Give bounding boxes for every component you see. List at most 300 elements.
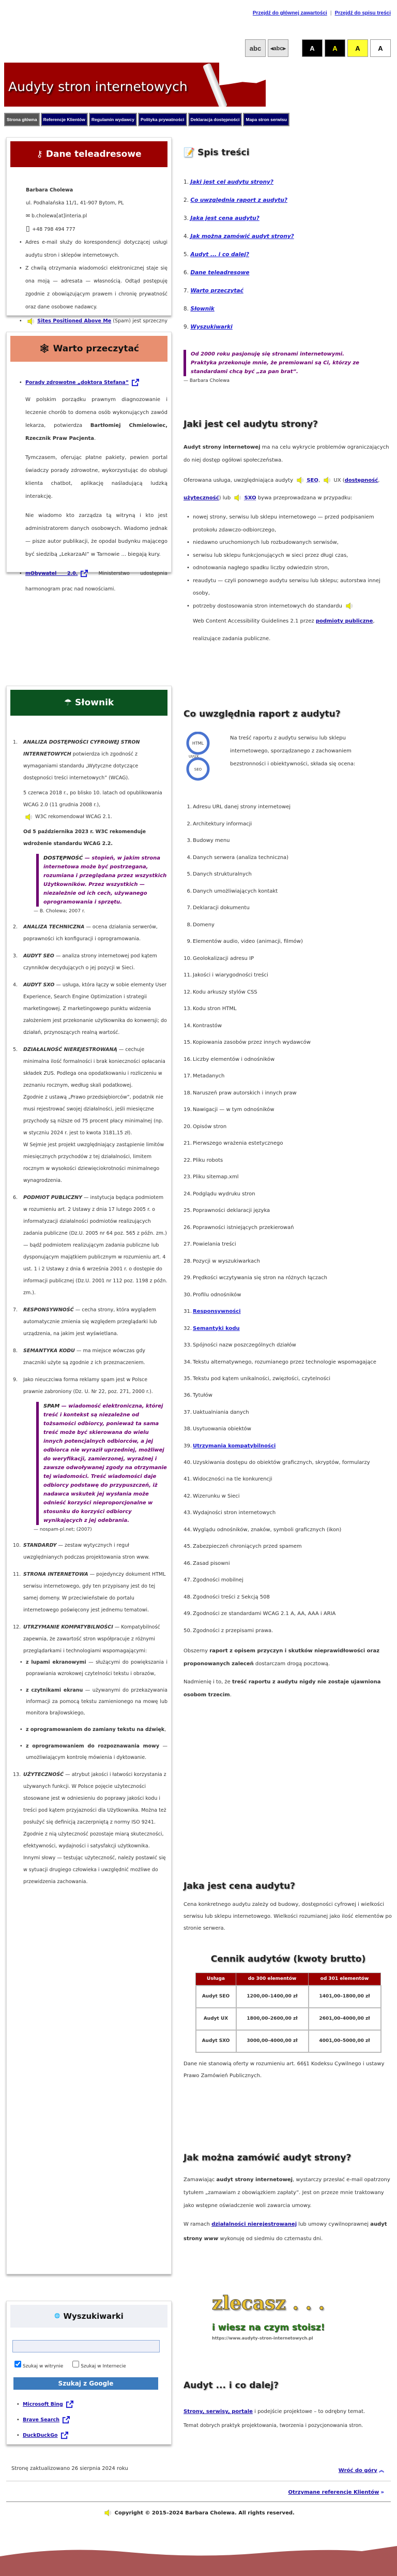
quote-cite: — nospam-pl.net; (2007) — [34, 1527, 92, 1532]
report-item — [184, 1018, 393, 1035]
paragraph: , — [318, 478, 322, 483]
glossary-def: — instytucja będąca podmiotem w rozumieniu art. 2 Ustawy z dnia 17 lutego 2005 r. o informatyzacji działalności podmiotów realizujących zadania publiczne (Dz.U. 2005 nr 64 poz. 565 z późn. zm.) — bądź podmiotem realizującym zadania publiczne lub dysponującym majątkiem publicznym w rozumieniu art. 4 ust. 1 i 2 Ustawy z dnia 6 września 2001 r. o dostępie do informacji publicznej (Dz.U. 2001 nr 112 poz. 1198 z późn. zm.). — [23, 1195, 167, 1296]
spam-text: (Spam) jest sprzeczny — [113, 318, 167, 324]
contrast-black-on-yellow-button[interactable]: A — [347, 39, 368, 57]
report-item — [184, 1052, 393, 1069]
item-number: 10. — [184, 955, 192, 961]
glossary-def: potwierdza ich zgodność z wymaganiami standardu „Wytyczne dotyczące dostępności treści internetowych” (WCAG). — [23, 751, 139, 781]
report-item — [184, 967, 393, 984]
price-cell: 1401,00–1800,00 zł — [309, 1986, 381, 2008]
search-web-checkbox[interactable] — [72, 2361, 79, 2367]
item-number: 28. — [184, 1258, 192, 1264]
price-cell: 1200,00–1400,00 zł — [236, 1986, 309, 2008]
report-item-text: Uzyskiwania dostępu do obiektów graficznych, skryptów, formularzy — [193, 1460, 370, 1465]
report-item — [187, 866, 393, 883]
motto-cite: — Barbara Cholewa — [184, 378, 230, 383]
report-item — [184, 1203, 393, 1220]
glossary-def: — Kompatybilność zapewnia, że zawartość stron współpracuje z różnymi przeglądarkami i technologiami wspomagającymi: — [23, 1624, 160, 1654]
report-item — [184, 1471, 393, 1488]
toc-item: 6. Dane teleadresowe — [184, 270, 250, 276]
report-item-text[interactable]: Danych serwera (analiza techniczna) — [193, 854, 289, 861]
item-number: 49. — [184, 1611, 192, 1617]
section-report — [184, 709, 393, 1701]
paragraph: . — [230, 1692, 232, 1698]
read-header — [10, 336, 167, 362]
report-item-text: Architektury informacji — [193, 821, 252, 827]
report-item-text[interactable]: Utrzymania kompatybilności — [193, 1443, 276, 1449]
back-to-top-link[interactable]: Wróć do góry — [338, 2468, 377, 2474]
price-table-title: Cennik audytów (kwoty brutto) — [210, 1954, 366, 1964]
report-item — [184, 1488, 393, 1505]
toc-link[interactable]: Jak można zamówić audyt strony? — [190, 233, 294, 240]
client-references-link[interactable]: Otrzymane referencje Klientów — [288, 2490, 379, 2495]
read-title: Warto przeczytać — [53, 344, 140, 354]
sub-def: — używanymi do przekazywania informacji za pomocą tekstu zamienionego na mowę lub monitora brajlowskiego, — [26, 1687, 167, 1716]
report-item — [187, 883, 393, 900]
bing-link[interactable]: Microsoft Bing — [23, 2402, 63, 2407]
toc-item: 8. Słownik — [184, 306, 215, 312]
price-header: od 301 elementów — [309, 1973, 381, 1986]
toc-link[interactable]: Jaki jest cel audytu strony? — [190, 179, 273, 185]
toc-item: 3. Jaka jest cena audytu? — [184, 215, 259, 221]
section-heading: Audyt ... i co dalej? — [184, 2380, 279, 2391]
report-item-text: Uaktualniania danych — [193, 1409, 249, 1415]
report-item — [184, 1001, 393, 1018]
search-site-option[interactable] — [14, 2361, 63, 2369]
paragraph: Obszerny — [184, 1648, 210, 1654]
speaker-icon[interactable] — [25, 813, 32, 821]
section-price — [184, 1881, 393, 2082]
report-item — [184, 1186, 393, 1203]
glossary-def: — analiza strony internetowej pod kątem czynników decydujących o jej pozycji w Sieci. — [23, 953, 157, 971]
price-header: do 300 elementów — [236, 1973, 309, 1986]
sub-def: — służącymi do powiększania i poprawiania wzrokowej czytelności tekstu i obrazów, — [26, 1660, 167, 1677]
report-item — [184, 1034, 393, 1052]
report-item-text: Podglądu wydruku stron — [193, 1191, 255, 1197]
quote-cite: — B. Cholewa; 2007 r. — [34, 909, 85, 914]
report-item — [184, 1152, 393, 1169]
report-item — [187, 917, 393, 934]
glossary-term: UTRZYMANIE KOMPATYBILNOŚCI — [23, 1624, 113, 1630]
speaker-icon[interactable] — [234, 494, 241, 501]
toc-item: 4. Jak można zamówić audyt strony? — [184, 233, 294, 240]
bold-text: www — [204, 2236, 219, 2242]
report-item-text: Zgodności mobilnej — [193, 1577, 243, 1583]
item-number: 37. — [184, 1409, 192, 1415]
report-item — [184, 1304, 393, 1321]
glossary-def: — usługa, która łączy w sobie elementy User Experience, Search Engine Optimization i strategii marketingowej. Z marketingowego punktu widzenia założeniem jest przekonanie użytkownika do konwersji; do działań, przynoszących realną wartość. — [23, 982, 167, 1035]
report-item-text: Widoczności na tle konkurencji — [193, 1476, 272, 1482]
contact-address: ul. Podhalańska 11/1, 41-907 Bytom, PL — [26, 200, 124, 206]
section-next — [184, 2380, 393, 2432]
item-number: 22. — [184, 1157, 192, 1163]
item-number: 44. — [184, 1527, 192, 1533]
sub-term: z lupami ekranowymi — [26, 1660, 86, 1665]
report-item-text: Liczby elementów i odnośników — [193, 1056, 275, 1062]
paragraph: Cena konkretnego audytu zależy od budowy, dostępności cyfrowej i wielkości serwisu lub sklepu internetowego. Wielkości rozumianej jako ilość elementów po stronie serwera. — [184, 1902, 392, 1931]
search-header — [10, 2305, 167, 2328]
unregistered-activity-link[interactable]: działalności nierejestrowanej — [211, 2222, 297, 2227]
search-site-label: Szukaj w witrynie — [22, 2364, 64, 2369]
paragraph: W ramach — [184, 2222, 212, 2227]
report-item-text: Pliku robots — [193, 1157, 223, 1163]
letter-spacing-button[interactable]: ◂abc▸ — [268, 39, 288, 57]
item-number: 13. — [184, 1006, 192, 1012]
report-item-text: Domeny — [193, 922, 215, 928]
ux-abbr: UX — [333, 478, 341, 483]
item-number: 45. — [184, 1544, 192, 1549]
paragraph: bywa przeprowadzana w przypadku: — [257, 495, 353, 501]
list-item: • nowej strony, serwisu lub sklepu internetowego — przed podpisaniem protokołu zdawczo-odbiorczego, — [193, 511, 393, 537]
glossary-box: ☂ Słownik 1. ANALIZA DOSTĘPNOŚCI CYFROWEJ STRON INTERNETOWYCH potwierdza ich zgodność z wymaganiami standardu „Wytyczne dotyczące dostępności treści internetowych” (WCAG). 5 czerwca 2018 r., po blisko 10. latach od opublikowania WCAG 2.0 (11 grudnia 2008 r.), W3C rekomendował WCAG 2.1. Od 5 października 2023 r. W3C rekomenduje wdrożenie standardu WCAG 2.2. DOSTĘPNOŚĆ — stopień, w jakim strona internetowa może być postrzegana, rozumiana i przeglądana przez wszystkich Użytkowników. Przez wszystkich — niezależnie od ich cech, używanego oprogramowania i sprzętu. — B. Cholewa; 2007 r. 2. ANALIZA TECHNICZNA — ocena działania serwerów, poprawności ich konfiguracji i oprogramowania. 3. AUDYT SEO — analiza strony internetowej pod kątem czynników decydujących o jej pozycji w Sieci. 4. AUDYT SXO — usługa, która łączy w sobie elementy User Experience, Search Engine Optimization i strategii marketingowej. Z marketingowego punktu widzenia założeniem jest przekonanie użytkownika do konwersji; do działań, przynoszących realną wartość. 5. DZIAŁALNOŚĆ NIEREJESTROWANĄ — cechuje minimalna ilość formalności i brak konieczności opłacania składek ZUS. Podlega ona opodatkowaniu i rozliczeniu w zeznaniu rocznym, według skali podatkowej. Zgodnie z ustawą „Prawo przedsiębiorców”, podatnik nie musi rejestrować swojej działalności, jeśli miesięczne przychody są niższe od 75 procent płacy minimalnej (np. w styczniu 2024 r. jest to kwota 3181,15 zł). W Sejmie jest projekt uwzględniający zastąpienie limitów miesięcznych przychodów z tej działalności, limitem rocznym w wysokości dziewięciokrotności minimalnego wynagrodzenia. 6. PODMIOT PUBLICZNY — instytucja będąca podmiotem w rozumieniu art. 2 Ustawy z dnia 17 lutego 2005 r. o informatyzacji działalności podmiotów realizujących zadania publiczne (Dz.U. 2005 nr 64 poz. 565 z późn. zm.) — bądź podmiotem realizującym zadania publiczne lub dysponującym majątkiem publicznym w rozumieniu art. 4 ust. 1 i 2 Ustawy z dnia 6 września 2001 r. o dostępie do informacji publicznej (Dz.U. 2001 nr 112 poz. 1198 z późn. zm.). 7. RESPONSYWNOŚĆ — cecha strony, która wyglądem automatycznie zmienia się względem przeglądarki lub urządzenia, na jakim jest wyświetlana. 8. SEMANTYKA KODU — ma miejsce wówczas gdy znaczniki użyte są zgodnie z ich przeznaczeniem. 9. Jako nieuczciwa forma reklamy spam jest w Polsce prawnie zabroniony (Dz. U. Nr 22, poz. 271, 2000 r.). SPAM — wiadomość elektroniczna, której treść i kontekst są niezależne od tożsamości odbiorcy, ponieważ ta sama treść może być skierowana do wielu innych potencjalnych odbiorców, a jej odbiorca nie wyraził uprzedniej, możliwej do weryfikacji, zamierzonej, wyraźnej i zawsze odwoływanej zgody na otrzymanie tej wiadomości. Treść wiadomości daje odbiorcy podstawę do przypuszczeń, iż nadawca wskutek jej wysłania może odnieść korzyści nieproporcjonalne w stosunku do korzyści odbiorcy wynikających z jej odebrania. — nospam-pl.net; (2007) 10. STANDARDY — zestaw wytycznych i reguł uwzględnianych podczas projektowania stron www. 11. STRONA INTERNETOWA — pojedynczy dokument HTML serwisu internetowego, gdy ten przypisany jest do tej samej domeny. W przeciwieństwie do portalu internetowego poświęcony jest jednemu tematowi. 12. UTRZYMANIE KOMPATYBILNOŚCI — Kompatybilność zapewnia, że zawartość stron współpracuje z różnymi przeglądarkami i technologiami wspomagającymi: • z lupami ekranowymi — służącymi do powiększania i poprawiania wzrokowej czytelności tekstu i obrazów, • z czytnikami ekranu — używanymi do przekazywania informacji za pomocą tekstu zamienionego na mowę lub monitora brajlowskiego, • z oprogramowaniem do zamiany tekstu na dźwięk, • z oprogramowaniem do rozpoznawania mowy — umożliwiającym kontrolę mówienia i dyktowanie. 13. UŻYTECZNOŚĆ — atrybut jakości i łatwości korzystania z używanych funkcji. W Polsce pojęcie użyteczności stosowane jest w odniesieniu do poprawy jakości kodu i treści pod kątem przyjazności dla Użytkownika. Można też posłużyć się definicją zaczerpniętą z normy ISO 9241. Zgodnie z nią użyteczność pozostaje miarą skuteczności, efektywności, wydajności i satysfakcji użytkownika. Innymi słowy — testując użyteczność, należy postawić się w sytuacji drugiego człowieka i uwzględnić możliwe do przewidzenia zachowania. — [6, 686, 172, 2274]
price-row — [196, 2008, 381, 2030]
contact-box — [6, 137, 172, 324]
list-item: • serwisu lub sklepu funkcjonujących w sieci przez długi czas, — [193, 550, 393, 562]
toc-item: 1. Jaki jest cel audytu strony? — [184, 179, 273, 185]
quote-text: — wiadomość elektroniczna, której treść i kontekst są niezależne od tożsamości odbiorcy, ponieważ ta sama treść może być skierowana do wielu innych potencjalnych odbiorców, a jej odbiorca nie wyraził uprzedniej, możliwej do weryfikacji, zamierzonej, wyraźnej i zawsze odwoływanej zgody na otrzymanie tej wiadomości. Treść wiadomości daje odbiorcy podstawę do przypuszczeń, iż nadawca wskutek jej wysłania może odnieść korzyści nieproporcjonalne w stosunku do korzyści odbiorcy wynikających z jej odebrania. — [43, 1403, 167, 1523]
report-item — [184, 1556, 393, 1573]
font-size-button[interactable]: abc — [245, 39, 266, 57]
motto-quote: Od 2000 roku pasjonuję się stronami internetowymi. Praktyka przekonuje mnie, że premiowani są Ci, którzy ze standardami chcą być „za pan brat”. — [184, 350, 362, 376]
sites-link[interactable]: Strony, serwisy, portale — [184, 2409, 253, 2415]
sub-term: z czytnikami ekranu — [26, 1687, 83, 1693]
report-item — [184, 1354, 393, 1371]
report-item-text: Poprawności istniejących przekierowań — [193, 1224, 294, 1231]
site-title: Audyty stron internetowych — [8, 79, 188, 94]
report-item-text: Spójności nazw poszczególnych działów — [193, 1342, 296, 1348]
item-number: 36. — [184, 1393, 192, 1398]
report-item-text: Metadanych — [193, 1073, 225, 1079]
glossary-term: ANALIZA DOSTĘPNOŚCI CYFROWEJ STRON INTERNETOWYCH — [23, 739, 140, 757]
report-item — [184, 1623, 393, 1640]
report-item — [184, 1404, 393, 1422]
glossary-term: SEMANTYKA KODU — [23, 1348, 75, 1354]
report-item — [184, 1135, 393, 1152]
footer-wave-decoration — [0, 2546, 397, 2576]
toc-item: 5. Audyt ... i co dalej? — [184, 251, 249, 258]
report-item — [184, 1287, 393, 1304]
external-link-icon — [80, 570, 88, 578]
glossary-def: — pojedynczy dokument HTML serwisu internetowego, gdy ten przypisany jest do tej samej domeny. W przeciwieństwie do portalu internetowego poświęcony jest jednemu tematowi. — [23, 1572, 166, 1613]
report-item-text[interactable]: Semantyki kodu — [193, 1325, 240, 1331]
glossary-term: ANALIZA TECHNICZNA — [23, 924, 85, 930]
list-item: • odnotowania nagłego spadku liczby odwiedzin stron, — [193, 562, 393, 575]
quote-text: — stopień, w jakim strona internetowa może być postrzegana, rozumiana i przeglądana przez wszystkich Użytkowników. Przez wszystkich — niezależnie od ich cech, używanego oprogramowania i sprzętu. — [43, 855, 167, 905]
toc-item: 7. Warto przeczytać — [184, 288, 243, 294]
update-date: Stronę zaktualizowano 26 sierpnia 2024 roku — [11, 2466, 128, 2471]
report-item — [184, 1589, 393, 1606]
report-item — [187, 900, 393, 917]
accessibility-link[interactable]: dostępność — [344, 478, 378, 483]
notes-icon: 📝 — [184, 147, 195, 158]
glossary-def: Zgodnie z ustawą „Prawo przedsiębiorców”, podatnik nie musi rejestrować swojej działalności, jeśli miesięczne przychody są niższe od 75 procent płacy minimalnej (np. w styczniu 2024 r. jest to kwota 3181,15 zł). — [23, 1094, 163, 1136]
report-item — [184, 1606, 393, 1623]
spam-link[interactable]: Sites Positioned Above Me — [37, 318, 112, 324]
cycle-label-html: HTML — [192, 741, 204, 746]
item-number: 40. — [184, 1460, 192, 1465]
toc-link[interactable]: Co uwzględnia raport z audytu? — [190, 197, 287, 203]
paragraph: , wystarczy przesłać e-mail opatrzony tytułem „zamawiam z obowiązkiem zapłaty”. Jest on przeze mnie traktowany jako wstępne oświadczenie woli zawarcia umowy. — [184, 2177, 390, 2209]
paragraph: Web Content Accessibility Guidelines 2.1 przez — [193, 618, 314, 624]
report-item — [187, 799, 393, 816]
key-icon: ⚷ — [36, 149, 43, 159]
item-number: 30. — [184, 1292, 192, 1298]
report-item-text: Pozycji w wyszukiwarkach — [193, 1258, 261, 1264]
duckduckgo-link[interactable]: DuckDuckGo — [23, 2433, 58, 2438]
audit-cycle-diagram — [184, 732, 220, 783]
item-number: 38. — [184, 1426, 192, 1432]
bold-text: Audyt strony internetowej — [184, 445, 261, 450]
report-item-text: Zgodności treści z Sekcją 508 — [193, 1594, 270, 1600]
public-entities-link[interactable]: podmioty publiczne — [315, 618, 373, 624]
item-number: 46. — [184, 1560, 192, 1566]
toc-link[interactable]: Jaka jest cena audytu? — [190, 215, 259, 221]
toc-link[interactable]: Warto przeczytać — [190, 288, 243, 294]
item-number: 11. — [184, 972, 192, 978]
report-item — [184, 1387, 393, 1404]
glossary-term: RESPONSYWNOŚĆ — [23, 1307, 74, 1313]
speaker-icon[interactable] — [345, 602, 353, 610]
cycle-label-uiux: UI/UX — [189, 754, 199, 759]
report-item-text: Jakości i wiarygodności treści — [193, 972, 268, 978]
paragraph: Nadmienię i to, że — [184, 1679, 233, 1685]
report-item-text: Kopiowania zasobów przez innych wydawców — [193, 1040, 311, 1045]
report-item-text: Profilu odnośników — [193, 1292, 241, 1298]
list-item-text: potrzeby dostosowania stron internetowych do standardu — [193, 603, 342, 609]
report-item — [184, 1505, 393, 1522]
report-item-text: Poprawności deklaracji języka — [193, 1208, 270, 1213]
price-cell: Audyt SXO — [196, 2030, 236, 2052]
skip-links: Przejdź do głównej zawartości | Przejdź do spisu treści — [252, 10, 391, 16]
search-site-checkbox[interactable] — [14, 2361, 21, 2367]
paragraph: ) lub — [219, 495, 231, 501]
report-item-text: Opisów stron — [193, 1123, 227, 1130]
toc-heading — [184, 147, 393, 158]
read-box: 🕸 Warto przeczytać • Porady zdrowotne „doktora Stefana” W polskim porządku prawnym diagnozowanie i leczenie chorób to domena osób wykonujących zawód lekarza, potwierdza Bartłomiej Chmielowiec, Rzecznik Praw Pacjenta. Tymczasem, oferując płatne pakiety, pewien portal świadczy porady zdrowotne, wykorzystując do obsługi klienta chatbot, aplikację naśladującą ludzką interakcję. Nie wiadomo kto zarządza tą witryną i kto jest administratorem danych osobowych. Wiadomo jednak — pisze autor publikacji, że opodal budynku mającego być siedzibą „LekarzaAI” w Tarnowie ... biegają kury. • mObywatel 2.0. Ministerstwo udostępnia harmonogram prac nad nowościami. — [6, 332, 172, 572]
report-item-text: Zgodności z przepisami prawa. — [193, 1627, 273, 1634]
glossary-def: Jako nieuczciwa forma reklamy spam jest w Polsce prawnie zabroniony (Dz. U. Nr 22, poz. 271, 2000 r.). — [23, 1377, 153, 1395]
nav-home[interactable]: Strona główna — [4, 113, 40, 126]
google-search-button[interactable]: Szukaj z Google — [13, 2377, 158, 2390]
promo-tagline: i wiesz na czym stoisz! — [212, 2322, 325, 2333]
speaker-icon[interactable] — [27, 318, 34, 325]
toc-link[interactable]: Słownik — [190, 306, 215, 312]
speaker-icon[interactable] — [323, 477, 330, 484]
seo-abbr[interactable]: SEO — [307, 478, 318, 483]
usability-link[interactable]: użyteczność — [184, 495, 219, 501]
torn-paper-decoration — [219, 63, 266, 85]
speaker-icon[interactable] — [104, 2509, 111, 2516]
report-item — [184, 1068, 393, 1085]
contact-note: • Z chwilą otrzymania wiadomości elektronicznej staje się ona moją — adresata — własnością. Odtąd postępuję zgodnie z obowiązującym prawem i chronię prywatność oraz dane osobowe nadawcy. — [25, 262, 167, 314]
price-cell: 4001,00–5000,00 zł — [309, 2030, 381, 2052]
nav-references[interactable]: Referencje Klientów — [41, 113, 88, 126]
sub-def: — umożliwiającym kontrolę mówienia i dyktowanie. — [26, 1743, 167, 1760]
item-number: 3. — [187, 838, 192, 843]
report-item-text: Pierwszego wrażenia estetycznego — [193, 1141, 283, 1146]
promo-headline: zlecasz . . . — [212, 2292, 325, 2314]
contrast-yellow-on-black-button[interactable]: A — [325, 39, 345, 57]
contact-header — [10, 141, 167, 167]
glossary-def: — ocena działania serwerów, poprawności ich konfiguracji i oprogramowania. — [23, 924, 158, 942]
site-banner — [4, 63, 266, 107]
search-input[interactable] — [12, 2340, 160, 2352]
sub-term: z oprogramowaniem do zamiany tekstu na dźwięk — [26, 1727, 165, 1733]
glossary-def: — atrybut jakości i łatwości korzystania z używanych funkcji. W Polsce pojęcie użyteczności stosowane jest w odniesieniu do poprawy jakości kodu i treści pod kątem przyjazności dla Użytkownika. Można też posłużyć się definicją zaczerpniętą z normy ISO 9241. Zgodnie z nią użyteczność pozostaje miarą skuteczności, efektywności, wydajności i satysfakcji użytkownika. Innymi słowy — testując użyteczność, należy postawić się w sytuacji drugiego człowieka i uwzględnić możliwe do przewidzenia zachowania. — [23, 1772, 166, 1885]
item-number: 7. — [187, 905, 192, 911]
health-advice-link[interactable]: Porady zdrowotne „doktora Stefana” — [25, 380, 129, 386]
paragraph: wykonuję od siedmiu do czternastu dni. — [218, 2236, 323, 2242]
item-number: 2. — [187, 821, 192, 827]
price-cell: Audyt UX — [196, 2008, 236, 2030]
brave-link[interactable]: Brave Search — [23, 2417, 60, 2423]
accessibility-toolbar — [245, 39, 391, 57]
report-item-text: Tytułów — [193, 1393, 212, 1398]
report-item-text: Pliku sitemap.xml — [193, 1174, 239, 1180]
report-item — [184, 1085, 393, 1102]
bold-text: audyt strony — [184, 2222, 387, 2242]
contrast-default-button[interactable]: A — [370, 39, 391, 57]
double-chevron-right-icon: » — [380, 2490, 384, 2495]
toc-link[interactable]: Dane teleadresowe — [190, 270, 250, 276]
list-item: • reaudytu — czyli ponownego audytu serwisu lub sklepu; autorstwa innej osoby, — [193, 575, 393, 600]
item-number: 9. — [187, 939, 192, 944]
price-row — [196, 1986, 381, 2008]
glossary-def: 5 czerwca 2018 r., po blisko 10. latach od opublikowania WCAG 2.0 (11 grudnia 2008 r.), — [23, 790, 162, 808]
item-number: 27. — [184, 1241, 192, 1247]
report-item — [184, 951, 393, 968]
report-item — [184, 1236, 393, 1253]
report-item — [184, 1270, 393, 1287]
price-cell: 3000,00–4000,00 zł — [236, 2030, 309, 2052]
report-item-text: Adresu URL danej strony internetowej — [193, 804, 291, 810]
glossary-def: W3C rekomendował WCAG 2.1. — [35, 814, 112, 820]
report-item-text: Geolokalizacji adresu IP — [193, 955, 254, 961]
glossary-term: DZIAŁALNOŚĆ NIEREJESTROWANĄ — [23, 1047, 117, 1053]
glossary-term: AUDYT SEO — [23, 953, 54, 959]
skip-to-content-link[interactable]: Przejdź do głównej zawartości — [252, 10, 327, 16]
report-item-text: Tekstu alternatywnego, rozumianego przez technologie wspomagające — [193, 1359, 376, 1365]
report-item — [187, 816, 393, 833]
nav-sitemap[interactable]: Mapa stron serwisu — [243, 113, 289, 126]
footer — [0, 2466, 397, 2516]
mobywatel-link[interactable]: mObywatel 2.0. — [25, 571, 78, 576]
item-number: 19. — [184, 1107, 192, 1113]
read-paragraph: Tymczasem, oferując płatne pakiety, pewien portal świadczy porady zdrowotne, wykorzystując do obsługi klienta chatbot, aplikację naśladującą ludzką interakcję. — [25, 455, 167, 499]
speaker-icon[interactable] — [296, 477, 303, 484]
glossary-def: — ma miejsce wówczas gdy znaczniki użyte są zgodnie z ich przeznaczeniem. — [23, 1348, 145, 1366]
sub-def: , — [164, 1727, 166, 1733]
item-number: 23. — [184, 1174, 192, 1180]
price-table — [195, 1973, 381, 2053]
section-heading: Jak można zamówić audyt strony? — [184, 2153, 352, 2163]
report-item-text[interactable]: Responsywności — [193, 1309, 241, 1314]
item-number: 20. — [184, 1123, 192, 1130]
contact-note: • Adres e-mail służy do korespondencji dotyczącej usługi audytu stron i sklepów internetowych. — [25, 236, 167, 262]
report-item-text: Danych strukturalnych — [193, 871, 252, 877]
report-item — [184, 1538, 393, 1556]
bold-text: audyt strony internetowej — [216, 2177, 293, 2183]
glossary-term: STRONA INTERNETOWA — [23, 1572, 88, 1577]
search-web-option[interactable] — [72, 2361, 126, 2369]
report-item-text: Danych umożliwiających kontakt — [193, 888, 278, 894]
sub-term: z oprogramowaniem do rozpoznawania mowy — [26, 1743, 160, 1749]
footer-wave — [0, 2546, 397, 2576]
table-of-contents — [184, 147, 393, 386]
price-header: Usługa — [196, 1973, 236, 1986]
contact-title: Dane teleadresowe — [45, 149, 142, 159]
item-number: 35. — [184, 1375, 192, 1382]
nav-terms[interactable]: Regulamin wydawcy — [89, 113, 137, 126]
contrast-white-on-black-button[interactable]: A — [302, 39, 323, 57]
search-web-label: Szukaj w Internecie — [81, 2364, 126, 2369]
report-item-text: Kontrastów — [193, 1023, 222, 1029]
item-number: 4. — [187, 854, 192, 861]
item-number: 24. — [184, 1191, 192, 1197]
item-number: 1. — [187, 804, 192, 810]
glossary-title: Słownik — [75, 698, 114, 708]
price-cell: 1800,00–2600,00 zł — [236, 2008, 309, 2030]
report-item-text[interactable]: Zgodności ze standardami WCAG 2.1 A, AA, AAA i ARIA — [193, 1611, 336, 1617]
www-icon: 🌐 — [54, 2314, 60, 2319]
glossary-term: STANDARDY — [23, 1543, 57, 1548]
item-number: 41. — [184, 1476, 192, 1482]
toc-link[interactable]: Wyszukiwarki — [190, 324, 233, 330]
item-number: 8. — [187, 922, 192, 928]
report-item-text: Tekstu pod kątem unikalności, zwięzłości, czytelności — [193, 1375, 331, 1382]
promo-block — [184, 2292, 393, 2341]
report-item — [184, 1421, 393, 1438]
item-number: 26. — [184, 1224, 192, 1231]
price-row — [196, 2030, 381, 2052]
main-nav — [4, 113, 289, 126]
item-number: 43. — [184, 1510, 192, 1516]
phone-icon: ▯ — [26, 225, 33, 233]
item-number: 25. — [184, 1208, 192, 1213]
toc-title: Spis treści — [197, 147, 250, 158]
glossary-term: PODMIOT PUBLICZNY — [23, 1195, 82, 1201]
item-number: 5. — [187, 871, 192, 877]
report-item-text: Elementów audio, video (animacji, filmów) — [193, 939, 303, 944]
paragraph: Na treść raportu z audytu serwisu lub sklepu internetowego, sporządzanego z zachowaniem bezstronności i obiektywności, składa się ocena: — [230, 735, 356, 767]
sxo-abbr[interactable]: SXO — [244, 495, 256, 501]
report-items — [184, 799, 393, 1639]
report-item — [184, 1438, 393, 1455]
nav-privacy[interactable]: Polityka prywatności — [138, 113, 187, 126]
report-item — [184, 1371, 393, 1388]
price-cell: Audyt SEO — [196, 1986, 236, 2008]
report-item — [184, 984, 393, 1001]
report-item — [187, 934, 393, 951]
item-number: 14. — [184, 1023, 192, 1029]
report-item — [184, 1321, 393, 1338]
toc-link[interactable]: Audyt ... i co dalej? — [190, 251, 249, 258]
spider-web-icon: 🕸 — [38, 344, 50, 354]
report-item-text: Wyglądu odnośników, znaków, symboli graficznych (ikon) — [193, 1527, 342, 1533]
paragraph: , realizujące zadania publiczne. — [193, 618, 375, 642]
report-item-text: Zasad pisowni — [193, 1560, 230, 1566]
item-number: 50. — [184, 1627, 192, 1634]
double-chevron-up-icon: ︽ — [379, 2468, 384, 2474]
report-item — [184, 1220, 393, 1237]
external-link-icon — [66, 2401, 73, 2408]
report-item — [184, 1572, 393, 1589]
nav-accessibility[interactable]: Deklaracja dostępności — [188, 113, 242, 126]
report-item-text: Prędkości wczytywania się stron na różnych łączach — [193, 1275, 327, 1281]
item-number: 6. — [187, 888, 192, 894]
skip-to-toc-link[interactable]: Przejdź do spisu treści — [334, 10, 391, 16]
glossary-def: — cechuje minimalna ilość formalności i brak konieczności opłacania składek ZUS. Podlega ona opodatkowaniu i rozliczeniu w zeznaniu rocznym, według skali podatkowej. — [23, 1047, 165, 1088]
